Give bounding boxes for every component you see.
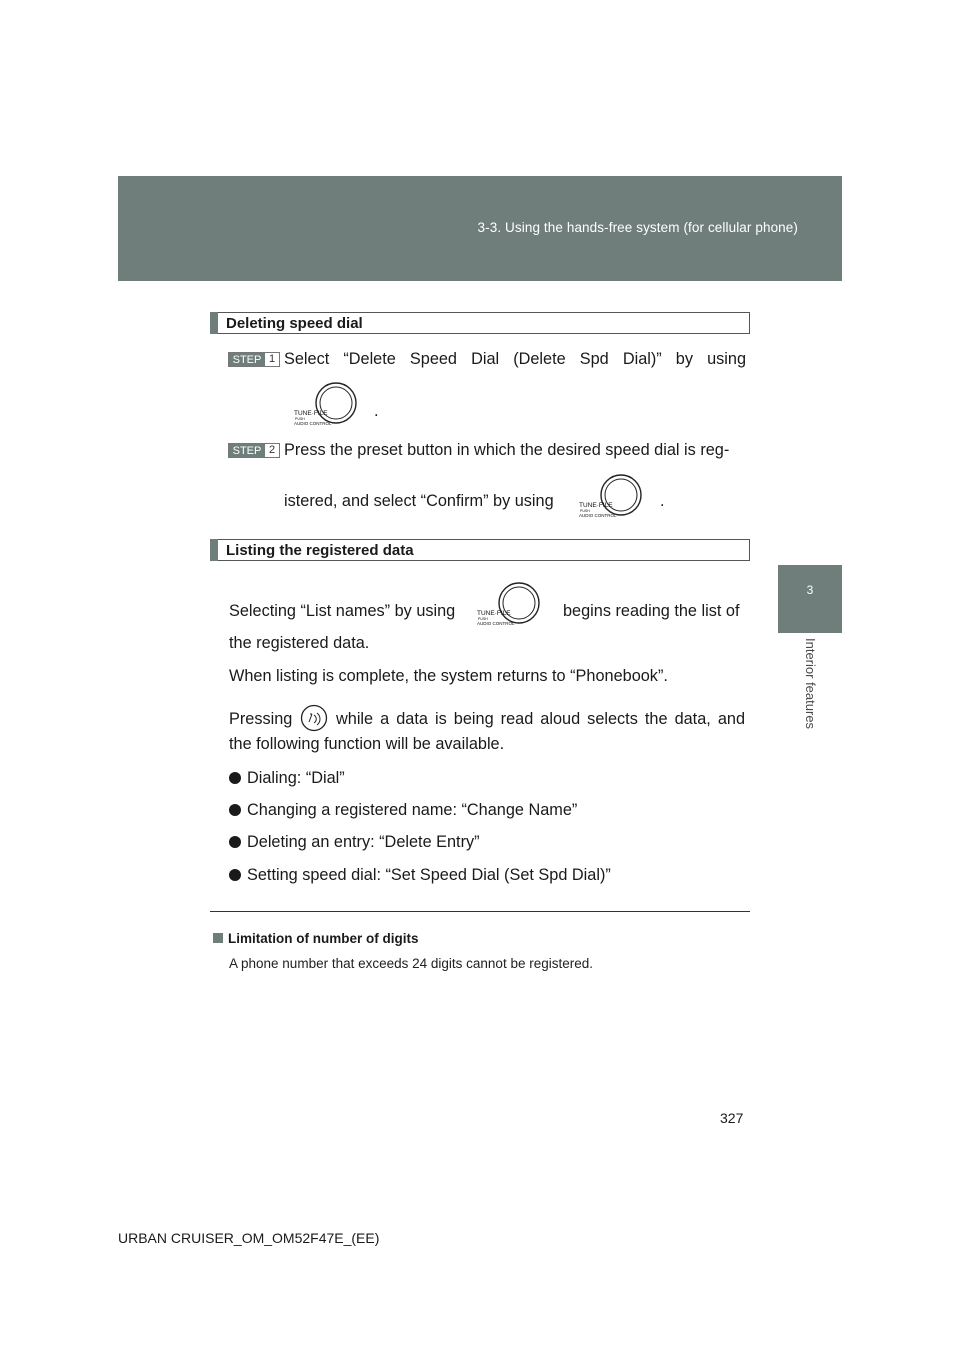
knob-label-bottom: AUDIO CONTROL bbox=[294, 421, 332, 426]
section-heading-deleting-speed-dial bbox=[210, 312, 750, 334]
step-1-badge bbox=[228, 352, 280, 367]
chapter-number: 3 bbox=[806, 583, 814, 597]
step-number: 1 bbox=[265, 353, 279, 366]
bullet-icon bbox=[229, 869, 241, 881]
bullet-set-speed-dial bbox=[229, 866, 611, 885]
step-1-period: . bbox=[374, 402, 379, 420]
paragraph-1-line-2: the registered data. bbox=[229, 634, 370, 652]
bullet-text: Changing a registered name: “Change Name” bbox=[247, 801, 578, 819]
note-body: A phone number that exceeds 24 digits cannot be registered. bbox=[229, 956, 593, 971]
note-divider bbox=[210, 911, 750, 912]
knob-label-bottom: AUDIO CONTROL bbox=[579, 513, 617, 518]
chapter-label: Interior features bbox=[803, 638, 818, 730]
section-title: Listing the registered data bbox=[226, 542, 414, 559]
bullet-text: Dialing: “Dial” bbox=[247, 769, 345, 787]
step-number: 2 bbox=[265, 444, 279, 457]
step-word: STEP bbox=[229, 353, 265, 366]
knob-label-top: TUNE·FILE bbox=[477, 610, 511, 617]
bullet-icon bbox=[229, 772, 241, 784]
square-bullet-icon bbox=[213, 933, 223, 943]
bullet-dialing bbox=[229, 769, 345, 788]
paragraph-3-start: Pressing bbox=[229, 710, 293, 728]
step-2-period: . bbox=[660, 492, 665, 510]
step-2-badge bbox=[228, 443, 280, 458]
bullet-icon bbox=[229, 804, 241, 816]
paragraph-2: When listing is complete, the system returns to “Phonebook”. bbox=[229, 667, 668, 685]
heading-bar bbox=[210, 312, 218, 334]
knob-label-top: TUNE·FILE bbox=[294, 410, 328, 417]
paragraph-3-line-2: the following function will be available. bbox=[229, 735, 505, 753]
knob-label-push: PUSH bbox=[580, 509, 590, 513]
knob-label-push: PUSH bbox=[295, 417, 305, 421]
section-header: 3-3. Using the hands-free system (for cellular phone) bbox=[477, 220, 798, 235]
bullet-delete-entry bbox=[229, 833, 480, 852]
chapter-tab bbox=[778, 565, 842, 633]
bullet-change-name bbox=[229, 801, 577, 820]
knob-label-push: PUSH bbox=[478, 617, 488, 621]
document-code: URBAN CRUISER_OM_OM52F47E_(EE) bbox=[118, 1230, 380, 1246]
bullet-icon bbox=[229, 836, 241, 848]
heading-bar bbox=[210, 539, 218, 561]
header-band bbox=[118, 176, 842, 281]
bullet-text: Deleting an entry: “Delete Entry” bbox=[247, 833, 480, 851]
note-heading bbox=[213, 931, 418, 946]
step-word: STEP bbox=[229, 444, 265, 457]
tune-file-knob-icon bbox=[475, 582, 563, 628]
section-title: Deleting speed dial bbox=[226, 315, 363, 332]
talk-switch-icon bbox=[300, 704, 328, 732]
tune-file-knob-icon bbox=[292, 382, 380, 428]
paragraph-1-start: Selecting “List names” by using bbox=[229, 602, 456, 620]
step-1-text: Select “Delete Speed Dial (Delete Spd Dial)” by using bbox=[284, 350, 746, 368]
step-2-text-line-2: istered, and select “Confirm” by using bbox=[284, 492, 554, 510]
section-heading-listing-registered-data bbox=[210, 539, 750, 561]
page-number: 327 bbox=[720, 1110, 744, 1126]
step-2-text-line-1: Press the preset button in which the desired speed dial is reg- bbox=[284, 441, 730, 459]
knob-label-bottom: AUDIO CONTROL bbox=[477, 621, 515, 626]
bullet-text: Setting speed dial: “Set Speed Dial (Set Spd Dial)” bbox=[247, 866, 611, 884]
paragraph-3-end: while a data is being read aloud selects the data, and bbox=[336, 710, 745, 728]
note-title: Limitation of number of digits bbox=[228, 931, 419, 946]
paragraph-1-end: begins reading the list of bbox=[563, 602, 740, 620]
knob-label-top: TUNE·FILE bbox=[579, 502, 613, 509]
tune-file-knob-icon bbox=[577, 474, 665, 520]
